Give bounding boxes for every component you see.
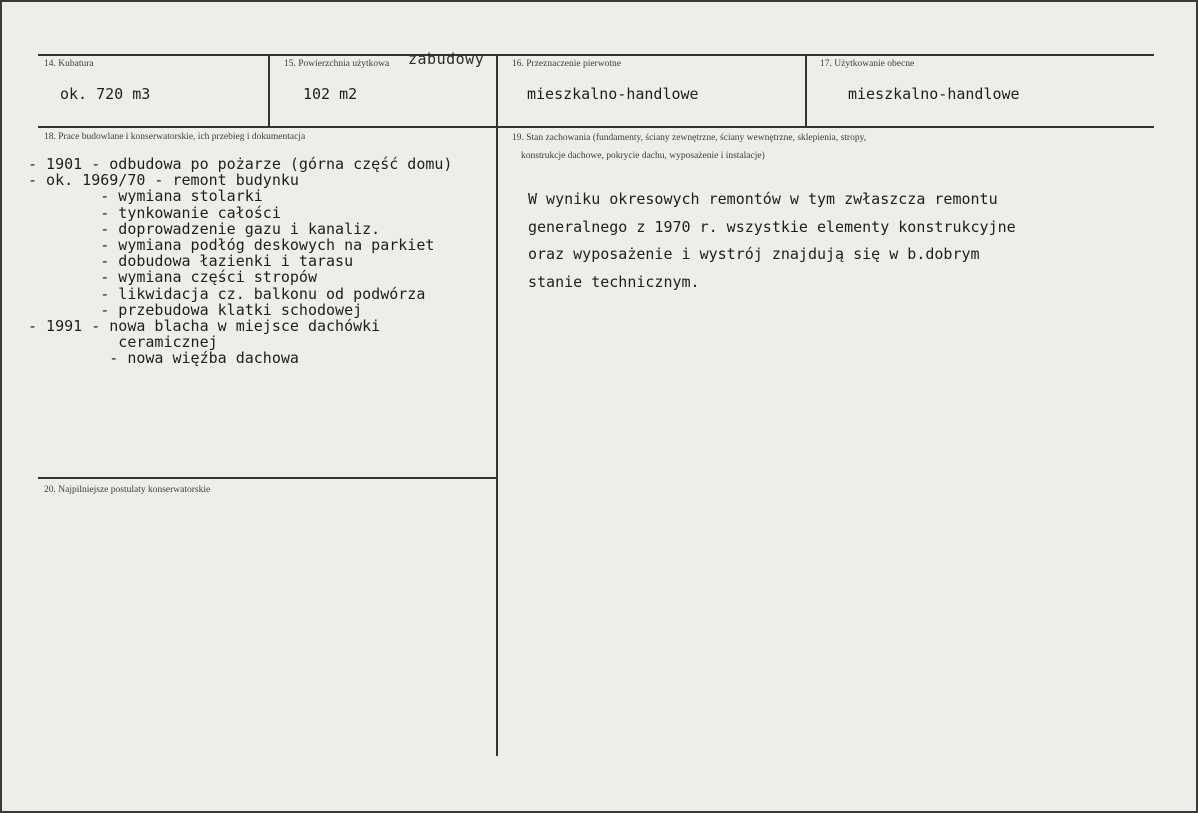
divider-15-16	[496, 54, 498, 756]
list-item: - likwidacja cz. balkonu od podwórza	[28, 284, 426, 303]
list-item: - 1901 - odbudowa po pożarze (górna część domu)	[28, 155, 453, 173]
list-item: - ok. 1969/70 - remont budynku	[28, 171, 299, 190]
paragraph-line: stanie technicznym.	[528, 272, 700, 291]
field-16-label: 16. Przeznaczenie pierwotne	[512, 59, 621, 69]
paragraph-line: W wyniku okresowych remontów w tym zwłaszcza remontu	[528, 190, 998, 208]
field-17-value: mieszkalno-handlowe	[848, 85, 1020, 103]
field-18-label: 18. Prace budowlane i konserwatorskie, ich przebieg i dokumentacja	[44, 132, 306, 142]
field-20-label: 20. Najpilniejsze postulaty konserwatorskie	[44, 485, 211, 495]
field-16-value: mieszkalno-handlowe	[527, 85, 699, 103]
field-15-overtyped-word: zabudowy	[408, 50, 485, 68]
paragraph-line: generalnego z 1970 r. wszystkie elementy konstrukcyjne	[528, 217, 1016, 236]
field-14-value: ok. 720 m3	[60, 85, 151, 103]
field-18-list	[28, 156, 452, 367]
field-15-label: 15. Powierzchnia użytkowa	[284, 59, 390, 69]
top-rule	[38, 54, 1154, 56]
list-item: - tynkowanie całości	[28, 203, 281, 222]
list-item: - wymiana części stropów	[28, 268, 317, 287]
list-item: - wymiana stolarki	[28, 187, 263, 206]
list-item: - nowa więźba dachowa	[28, 349, 299, 368]
row1-bottom-rule	[38, 126, 1154, 128]
field-19-label-line2: konstrukcje dachowe, pokrycie dachu, wyposażenie i instalacje)	[521, 151, 765, 161]
field-17-label: 17. Użytkowanie obecne	[820, 59, 915, 69]
list-item: ceramicznej	[28, 333, 218, 352]
list-item: - przebudowa klatki schodowej	[28, 300, 363, 319]
list-item: - dobudowa łazienki i tarasu	[28, 252, 354, 271]
list-item: - 1991 - nowa blacha w miejsce dachówki	[28, 317, 381, 336]
divider-14-15	[268, 54, 270, 128]
divider-16-17	[805, 54, 807, 128]
paragraph-line: oraz wyposażenie i wystrój znajdują się w b.dobrym	[528, 245, 980, 263]
field-19-label-line1: 19. Stan zachowania (fundamenty, ściany zewnętrzne, ściany wewnętrzne, sklepienia, stropy,	[512, 133, 867, 143]
field-19-label	[512, 129, 866, 165]
list-item: - wymiana podłóg deskowych na parkiet	[28, 236, 435, 255]
list-item: - doprowadzenie gazu i kanaliz.	[28, 219, 381, 238]
section18-bottom-rule	[38, 477, 498, 479]
field-14-label: 14. Kubatura	[44, 59, 94, 69]
field-15-value: 102 m2	[303, 85, 358, 103]
field-19-text	[528, 186, 1016, 296]
